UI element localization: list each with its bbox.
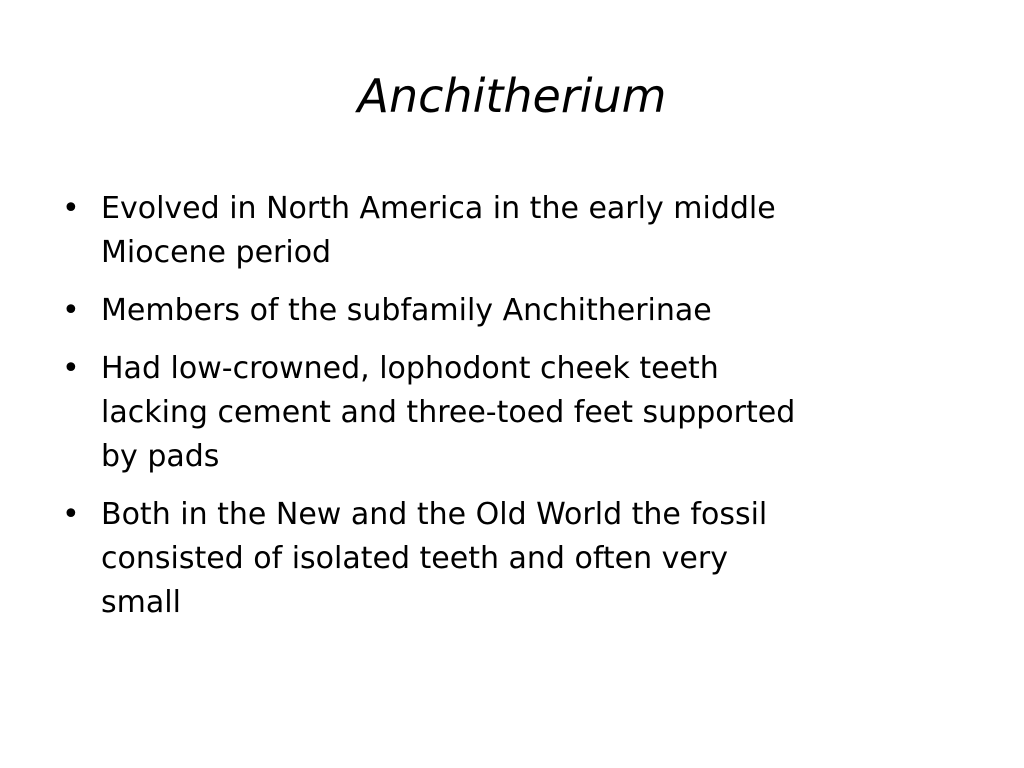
bullet-dot-icon: •: [62, 497, 80, 532]
slide-title: Anchitherium: [357, 69, 667, 123]
bullet-item-2: [60, 289, 960, 333]
bullet-text-4: [101, 493, 960, 625]
bullet-dot-icon: •: [62, 293, 80, 328]
bullet-text-3: [101, 347, 960, 479]
bullet-3-line-2: lacking cement and three-toed feet supported: [101, 395, 796, 430]
bullet-text-1: [101, 187, 960, 275]
bullet-dot-icon: •: [62, 191, 80, 226]
bullet-3-line-1: Had low-crowned, lophodont cheek teeth: [101, 351, 719, 386]
bullet-item-1: [60, 187, 960, 275]
bullet-text-2: [101, 289, 960, 333]
bullet-1-line-1: Evolved in North America in the early middle: [101, 191, 776, 226]
bullet-4-line-2: consisted of isolated teeth and often very: [101, 541, 728, 576]
bullet-4-line-1: Both in the New and the Old World the fossil: [101, 497, 768, 532]
bullet-list: [60, 187, 960, 639]
bullet-1-line-2: Miocene period: [101, 235, 332, 270]
bullet-dot-icon: •: [62, 351, 80, 386]
bullet-3-line-3: by pads: [101, 439, 220, 474]
bullet-2-line-1: Members of the subfamily Anchitherinae: [101, 293, 712, 328]
bullet-item-4: [60, 493, 960, 625]
bullet-item-3: [60, 347, 960, 479]
bullet-4-line-3: small: [101, 585, 181, 620]
